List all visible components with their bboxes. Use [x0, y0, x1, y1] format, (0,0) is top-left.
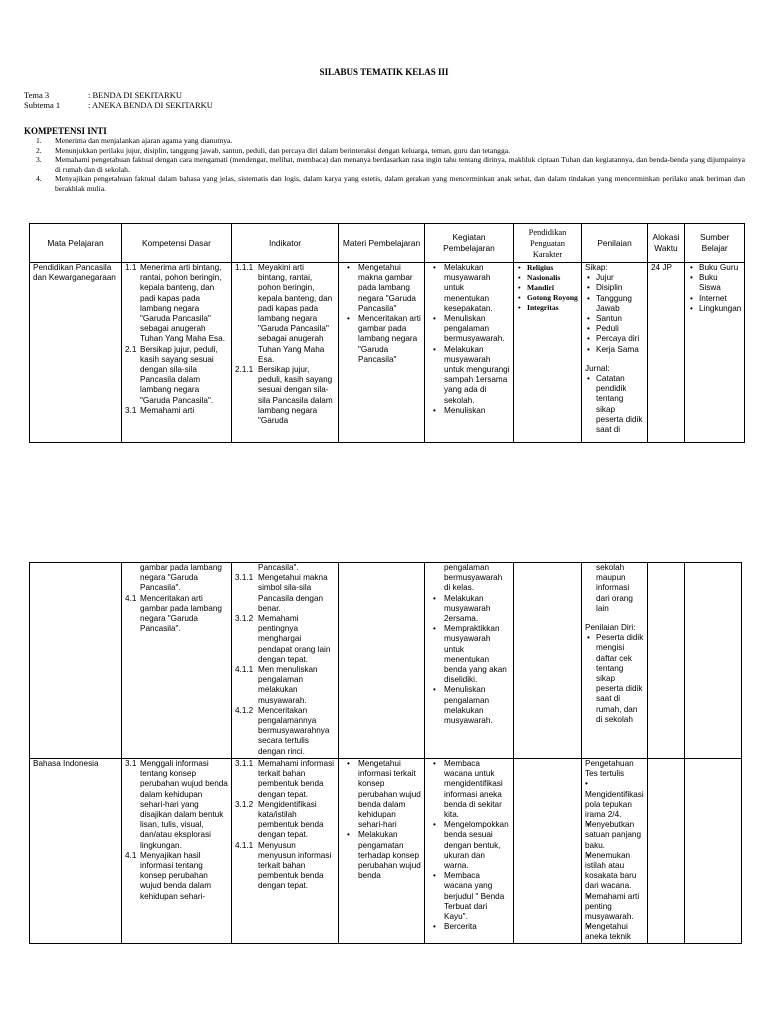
ki-number: 1.: [36, 136, 42, 145]
indikator-text: Memahami informasi terkait bahan pembentuk benda dengan tepat.: [258, 759, 334, 799]
penilaian-item: • Disiplin: [585, 283, 644, 293]
header-penilaian: Penilaian: [582, 224, 648, 263]
indikator-number: 3.1.1: [235, 573, 254, 583]
pk-item: • Integritas: [517, 303, 578, 313]
indikator-text: Memahami pentingnya menghargai pendapat orang lain dengan tepat.: [258, 614, 331, 664]
header-alokasi: Alokasi Waktu: [648, 224, 685, 263]
ki-item: [24, 174, 745, 193]
sumber-item: • Internet: [688, 294, 741, 304]
kegiatan-item: • Mempraktikkan musyawarah untuk menentukan benda yang akan diselidiki.: [428, 624, 510, 685]
indikator-text: Mengidentifikasi kata/istilah pembentuk benda dengan tepat.: [258, 799, 324, 840]
penilaian-item: • Santun: [585, 314, 644, 324]
penilaian-item-text: Mengetahui aneka teknik: [585, 922, 631, 942]
pk-cell: [514, 759, 582, 944]
sumber-item: • Buku Siswa: [688, 273, 741, 293]
mapel-cell: Pendidikan Pancasila dan Kewarganegaraan: [30, 263, 122, 443]
header-kd: Kompetensi Dasar: [122, 224, 232, 263]
indikator-text: Men menuliskan pengalaman melakukan musyawarah.: [258, 665, 318, 705]
indikator-item: [235, 365, 335, 426]
header-materi: Materi Pembelajaran: [339, 224, 425, 263]
subtema-label: Subtema 1: [24, 100, 61, 110]
kegiatan-cell: [425, 563, 514, 759]
indikator-item: [235, 841, 335, 892]
penilaian-item-text: Menemukan istilah atau kosakata baru dari wacana.: [585, 850, 637, 891]
penilaian-pengetahuan-label: Pengetahuan Tes tertulis: [585, 759, 634, 779]
kegiatan-cell: [425, 263, 514, 443]
syllabus-table-page-1: [29, 223, 745, 443]
indikator-text: Bersikap jujur, peduli, kasih sayang sesuai dengan sila-sila Pancasila dalam lambang negara "Garuda: [258, 365, 333, 426]
ki-list: [24, 136, 745, 194]
alokasi-cell: [648, 759, 685, 944]
pk-item: • Nasionalis: [517, 273, 578, 283]
indikator-cell: [232, 563, 339, 759]
indikator-number: 3.1.2: [235, 614, 254, 624]
kd-item: [125, 263, 228, 345]
header-kegiatan: Kegiatan Pembelajaran: [425, 224, 514, 263]
materi-cell: [339, 563, 425, 759]
kegiatan-item: • Membaca wacana untuk mengidentifikasi informasi aneka benda di sekitar kita.: [428, 759, 510, 820]
kegiatan-item: • Mengelompokkan benda sesuai dengan bentuk, ukuran dan warna.: [428, 820, 510, 871]
kd-item: [125, 406, 228, 416]
indikator-number: 4.1.1: [235, 665, 254, 675]
kd-item: [125, 759, 228, 851]
penilaian-item: [585, 922, 644, 942]
ki-heading: KOMPETENSI INTI: [24, 126, 107, 136]
table-row-ppkn: [30, 263, 745, 443]
penilaian-diri-text: • Peserta didik mengisi daftar cek tentang sikap peserta didik saat di rumah, dan di sekolah: [585, 633, 644, 725]
indikator-item: [235, 614, 335, 665]
alokasi-cell: [648, 563, 685, 759]
penilaian-diri-label: Penilaian Diri:: [585, 623, 636, 633]
subtema-value: : ANEKA BENDA DI SEKITARKU: [88, 100, 213, 110]
kegiatan-item: • Bercerita: [428, 922, 510, 932]
indikator-text: Menyusun menyusun informasi terkait bahan pembentuk benda dengan tepat.: [258, 840, 332, 891]
ki-item: [24, 136, 745, 146]
kd-continued-text: gambar pada lambang negara "Garuda Pancasila".: [140, 563, 222, 593]
indikator-item: [235, 665, 335, 706]
penilaian-continued-text: sekolah maupun informasi dari orang lain: [596, 563, 633, 613]
document-title: SILABUS TEMATIK KELAS III: [319, 67, 449, 77]
pk-item: • Mandiri: [517, 283, 578, 293]
mapel-cell: Bahasa Indonesia: [30, 759, 122, 944]
ki-number: 4.: [36, 174, 42, 184]
indikator-text: Mengetahui makna simbol sila-sila Pancasila dengan benar.: [258, 573, 328, 613]
syllabus-table-page-2: [29, 562, 742, 944]
indikator-text: Menceritakan pengalamannya bermusyawarahnya secara tertulis dengan rinci.: [258, 705, 330, 756]
penilaian-item: • Tanggung Jawab: [585, 294, 644, 314]
kd-cell: [122, 563, 232, 759]
kd-cell: [122, 263, 232, 443]
pk-cell: [514, 563, 582, 759]
indikator-number: 4.1.2: [235, 705, 254, 715]
subtema-row: [24, 100, 213, 110]
sumber-cell: [685, 263, 745, 443]
kegiatan-item: • Membaca wacana yang berjudul " Benda Terbuat dari Kayu".: [428, 871, 510, 922]
penilaian-jurnal-label: Jurnal:: [585, 363, 610, 373]
indikator-number: 3.1.1: [235, 759, 254, 768]
header-pk: Pendidikan Penguatan Karakter: [514, 224, 582, 263]
mapel-cell: [30, 563, 122, 759]
indikator-item: [235, 800, 335, 841]
table-header-row: [30, 224, 745, 263]
kd-text: Bersikap jujur, peduli, kasih sayang sesuai dengan sila-sila Pancasila dalam lambang negara "Garuda Pancasila".: [140, 344, 218, 405]
kd-number: 3.1: [125, 405, 137, 415]
kegiatan-item: • Melakukan musyawarah untuk menentukan kesepakatan.: [428, 263, 510, 314]
penilaian-item: [585, 820, 644, 851]
penilaian-item: [585, 851, 644, 892]
materi-item: • Melakukan pengamatan terhadap konsep perubahan wujud benda: [342, 830, 421, 881]
penilaian-item: Mengidentifikasi pola tepukan irama 2/4.: [585, 789, 644, 820]
kegiatan-item: • Menuliskan pengalaman melakukan musyawarah.: [428, 685, 510, 726]
header-mapel: Mata Pelajaran: [30, 224, 122, 263]
penilaian-cell: [582, 759, 648, 944]
materi-cell: [339, 263, 425, 443]
pk-item: • Religius: [517, 263, 578, 273]
kegiatan-item: • Menuliskan pengalaman bermusyawarah.: [428, 314, 510, 345]
kd-item: [125, 345, 228, 406]
indikator-cell: [232, 263, 339, 443]
tema-value: : BENDA DI SEKITARKU: [88, 90, 182, 100]
kegiatan-item: • Menuliskan: [428, 406, 510, 416]
materi-cell: [339, 759, 425, 944]
ki-number: 2.: [36, 145, 42, 155]
kd-text: Memahami arti: [140, 405, 195, 415]
penilaian-item: • Peduli: [585, 324, 644, 334]
penilaian-cell: [582, 563, 648, 759]
kd-number: 1.1: [125, 263, 137, 272]
indikator-number: 2.1.1: [235, 365, 254, 375]
table-row-bindo: [30, 759, 742, 944]
ki-text: Menerima dan menjalankan ajaran agama yang dianutnya.: [55, 136, 233, 145]
indikator-number: 4.1.1: [235, 840, 254, 850]
ki-text: Menunjukkan perilaku jujur, disiplin, tanggung jawab, santun, peduli, dan percaya diri dalam berinteraksi dengan keluarga, teman, guru dan tetangga.: [55, 145, 511, 155]
sumber-item: • Lingkungan: [688, 304, 741, 314]
materi-item: • Mengetahui informasi terkait konsep perubahan wujud benda dalam kehidupan sehari-hari: [342, 759, 421, 830]
kegiatan-cell: [425, 759, 514, 944]
tema-label: Tema 3: [24, 90, 50, 100]
kd-number: 4.1: [125, 850, 137, 860]
indikator-number: 1.1.1: [235, 263, 254, 272]
pk-cell: [514, 263, 582, 443]
kd-item: [125, 594, 228, 635]
kd-text: Menyajikan hasil informasi tentang konsep perubahan wujud benda dalam kehidupan sehari-: [140, 850, 212, 901]
table-row-ppkn-continued: [30, 563, 742, 759]
indikator-cell: [232, 759, 339, 944]
pk-item: • Gotong Royong: [517, 293, 578, 303]
ki-item: [24, 146, 745, 156]
kd-number: 4.1: [125, 593, 137, 603]
kd-text: Menerima arti bintang, rantai, pohon beringin, kepala banteng, dan padi kapas pada lambang negara "Garuda Pancasila" sebagai anugerah Tuhan Yang Maha Esa.: [140, 263, 225, 344]
kd-item: [125, 851, 228, 902]
kegiatan-continued-text: pengalaman bermusyawarah di kelas.: [444, 563, 503, 593]
kd-text: Menceritakan arti gambar pada lambang negara "Garuda Pancasila".: [140, 593, 222, 634]
penilaian-cell: [582, 263, 648, 443]
penilaian-item-text: Memahami arti penting musyawarah.: [585, 891, 640, 922]
kd-number: 2.1: [125, 344, 137, 354]
ki-text: Menyajikan pengetahuan faktual dalam bahasa yang jelas, sistematis dan logis, dalam karya yang estetis, dalam gerakan yang mencerminkan anak sehat, dan dalam tindakan yang mencerminkan perilaku anak beriman dan berakhlak mulia.: [55, 174, 745, 193]
sumber-item: • Buku Guru: [688, 263, 741, 273]
penilaian-sikap-label: Sikap:: [585, 263, 608, 272]
penilaian-item: • Kerja Sama: [585, 345, 644, 355]
penilaian-jurnal-text: • Catatan pendidik tentang sikap peserta didik saat di: [585, 374, 644, 435]
penilaian-item: • Jujur: [585, 273, 644, 283]
sumber-cell: [685, 759, 742, 944]
sumber-cell: [685, 563, 742, 759]
indikator-item: [235, 706, 335, 757]
ki-number: 3.: [36, 155, 42, 165]
ki-item: [24, 155, 745, 174]
kd-cell: [122, 759, 232, 944]
indikator-item: [235, 573, 335, 614]
indikator-text: Meyakini arti bintang, rantai, pohon beringin, kepala banteng, dan padi kapas pada lambang negara "Garuda Pancasila" sebagai anugerah Tuhan Yang Maha Esa.: [258, 263, 333, 364]
header-sumber: Sumber Belajar: [685, 224, 745, 263]
header-indikator: Indikator: [232, 224, 339, 263]
indikator-continued-text: Pancasila".: [258, 563, 299, 572]
tema-row: [24, 90, 182, 100]
kegiatan-item: • Melakukan musyawarah 2ersama.: [428, 594, 510, 625]
indikator-number: 3.1.2: [235, 799, 254, 809]
indikator-item: [235, 263, 335, 365]
kd-number: 3.1: [125, 759, 137, 768]
penilaian-item: [585, 892, 644, 923]
alokasi-cell: 24 JP: [648, 263, 685, 443]
materi-item: • Mengetahui makna gambar pada lambang negara "Garuda Pancasila": [342, 263, 421, 314]
indikator-item: [235, 759, 335, 800]
materi-item: • Menceritakan arti gambar pada lambang negara "Garuda Pancasila": [342, 314, 421, 365]
penilaian-item: • Percaya diri: [585, 334, 644, 344]
penilaian-bullet: •: [585, 779, 588, 789]
kegiatan-item: • Melakukan musyawarah untuk mengurangi sampah 1ersama yang ada di sekolah.: [428, 345, 510, 406]
penilaian-item-text: Menyebutkan satuan panjang baku.: [585, 820, 641, 850]
kd-text: Menggali informasi tentang konsep perubahan wujud benda dalam kehidupan sehari-hari yang disajikan dalam bentuk lisan, tulis, visual, dan/atau eksplorasi lingkungan.: [140, 759, 228, 850]
ki-text: Memahami pengetahuan faktual dengan cara mengamati (mendengar, melihat, membaca) dan menanya berdasarkan rasa ingin tahu tentang dirinya, makhluk ciptaan Tuhan dan kegiatannya, dan benda-benda yang dijumpainya di rumah dan di sekolah.: [55, 155, 745, 174]
